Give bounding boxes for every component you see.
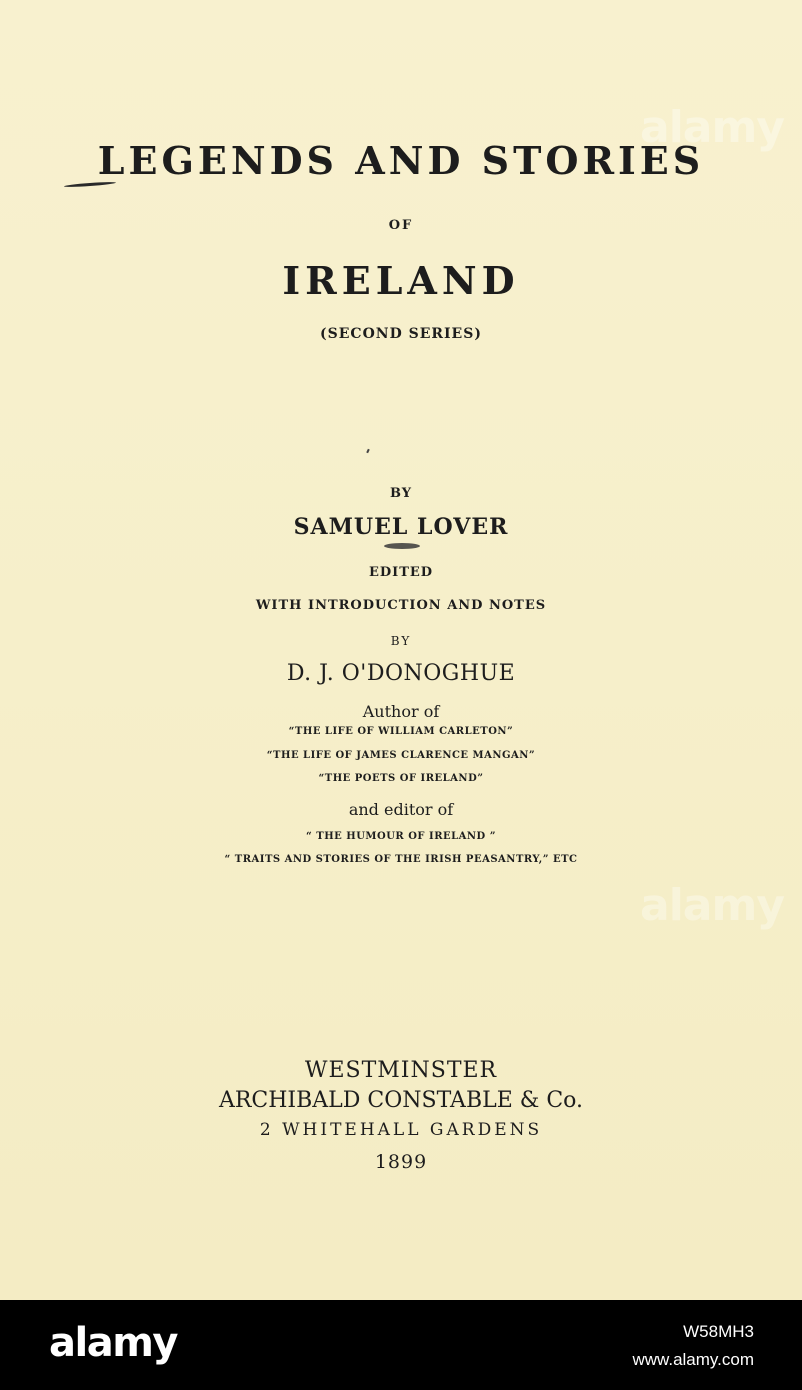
site-url: www.alamy.com bbox=[632, 1350, 754, 1369]
book-title: LEGENDS AND STORIES bbox=[97, 138, 705, 183]
authored-work: “THE LIFE OF WILLIAM CARLETON” bbox=[288, 726, 514, 737]
editor-name: D. J. O'DONOGHUE bbox=[286, 661, 516, 686]
author-name: SAMUEL LOVER bbox=[293, 514, 509, 540]
image-code: W58MH3 bbox=[683, 1322, 754, 1341]
edited-work: “ THE HUMOUR OF IRELAND ” bbox=[306, 831, 496, 842]
edited-work: “ TRAITS AND STORIES OF THE IRISH PEASANTRY,” ETC bbox=[224, 854, 578, 865]
imprint-year: 1899 bbox=[374, 1151, 428, 1173]
title-subject: IRELAND bbox=[282, 258, 520, 303]
author-of-label: Author of bbox=[362, 702, 440, 721]
by-label: BY bbox=[389, 486, 413, 501]
introduction-label: WITH INTRODUCTION AND NOTES bbox=[255, 598, 547, 613]
by-editor-label: BY bbox=[390, 634, 412, 648]
ink-speck bbox=[366, 449, 370, 453]
title-of: OF bbox=[388, 218, 414, 233]
authored-work: “THE LIFE OF JAMES CLARENCE MANGAN” bbox=[266, 750, 536, 761]
series-label: (SECOND SERIES) bbox=[320, 326, 482, 342]
watermark-logo: alamy bbox=[640, 102, 784, 153]
alamy-logo: alamy bbox=[49, 1320, 177, 1366]
imprint-address: 2 WHITEHALL GARDENS bbox=[259, 1120, 543, 1140]
imprint-place: WESTMINSTER bbox=[304, 1058, 498, 1083]
editor-of-label: and editor of bbox=[348, 800, 454, 819]
pen-mark-scribble bbox=[384, 543, 420, 549]
edited-label: EDITED bbox=[368, 565, 434, 580]
watermark-logo: alamy bbox=[640, 880, 784, 931]
imprint-publisher: ARCHIBALD CONSTABLE & Co. bbox=[218, 1088, 584, 1113]
authored-work: “THE POETS OF IRELAND” bbox=[318, 773, 484, 784]
stock-footer-bar bbox=[0, 1300, 802, 1390]
